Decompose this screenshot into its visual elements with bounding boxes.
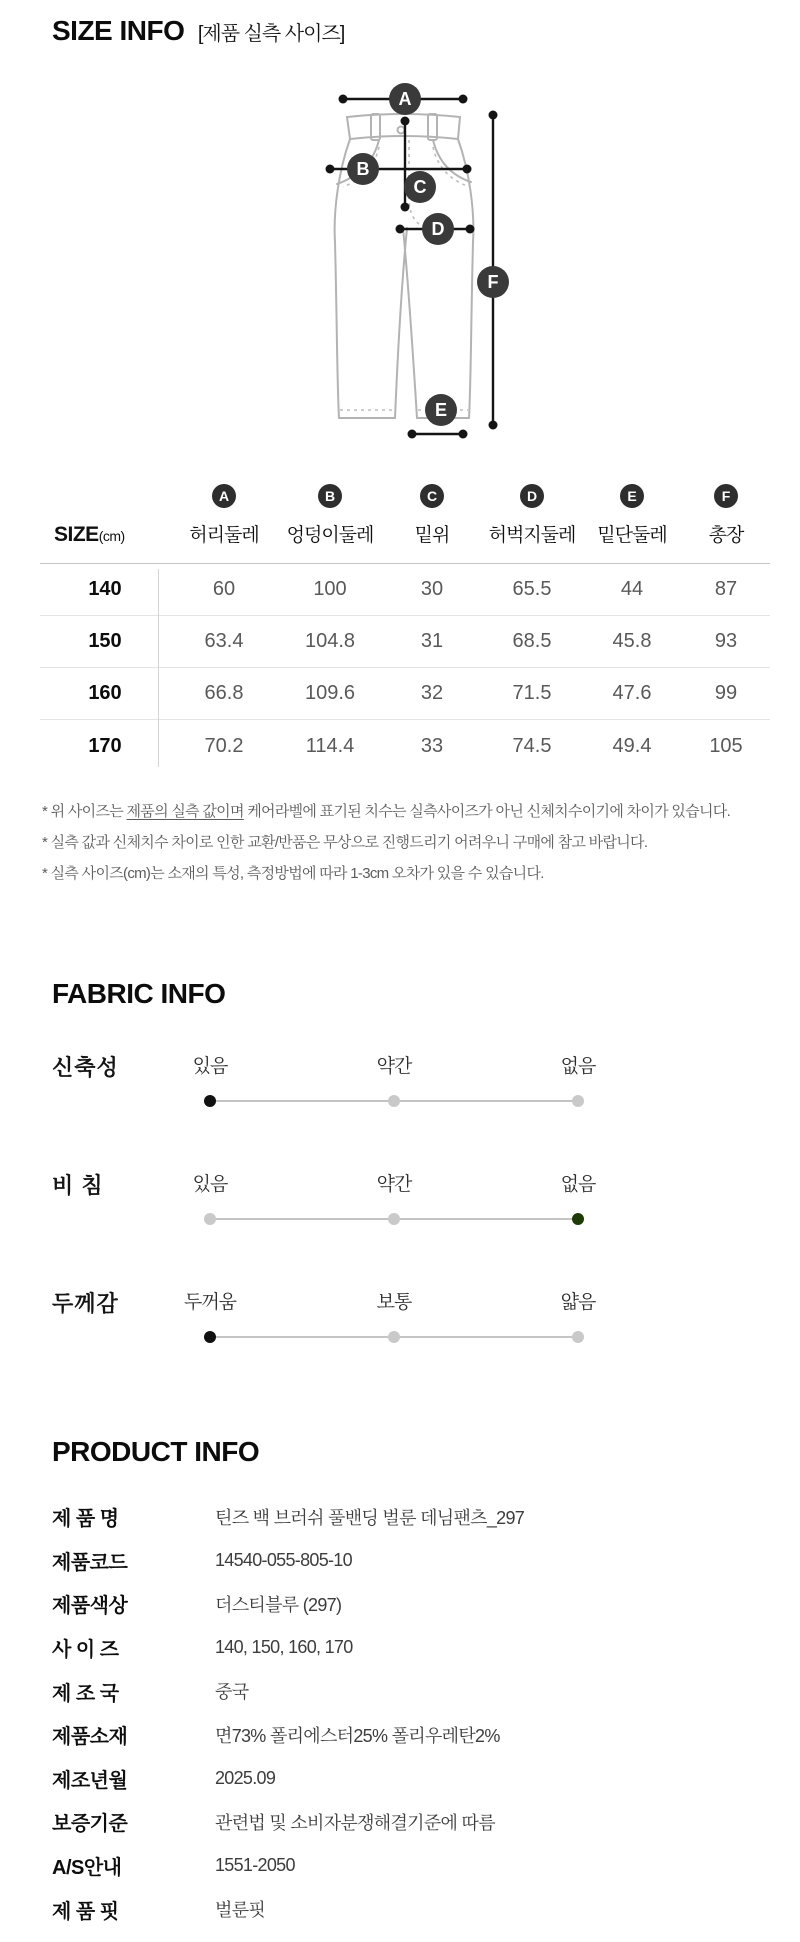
fabric-row-label: 두께감 [52, 1291, 119, 1316]
size-note-1: * 위 사이즈는 제품의 실측 값이며 케어라벨에 표기된 치수는 실측사이즈가 아닌 신체치수이기에 차이가 있습니다. [42, 803, 731, 820]
size-column-header: SIZE(cm) [54, 523, 125, 546]
scale-option: 얇음 [560, 1292, 596, 1313]
product-row-size: 사 이 즈 140, 150, 160, 170 [52, 1637, 353, 1662]
fabric-row-thickness [52, 1287, 800, 1365]
product-row-code: 제품코드 14540-055-805-10 [52, 1549, 352, 1574]
product-row-country: 제 조 국 중국 [52, 1682, 249, 1705]
size-info-section [0, 0, 800, 889]
scale-dot [388, 1331, 400, 1343]
fabric-info-section [0, 977, 800, 1365]
table-row: 150 63.4 104.8 31 68.5 45.8 93 [40, 616, 770, 668]
product-info-section [0, 1435, 800, 1931]
table-row: 170 70.2 114.4 33 74.5 49.4 105 [88, 734, 743, 757]
column-header-rise: C 밑위 [382, 484, 482, 547]
scale-option: 약간 [376, 1174, 412, 1195]
column-badge-f: F [714, 484, 738, 508]
table-row: 160 66.8 109.6 32 71.5 47.6 99 [40, 668, 770, 720]
size-table [40, 484, 770, 772]
scale-dot [388, 1095, 400, 1107]
fabric-scale [192, 1169, 596, 1247]
size-table-body [40, 563, 770, 772]
column-header-length: F 총장 [682, 484, 770, 547]
size-info-header [0, 0, 800, 48]
size-note-1-underline: 제품의 실측 값이며 [126, 803, 244, 820]
badge-a-letter: A [398, 89, 412, 109]
product-info-header [0, 1435, 800, 1469]
column-header-hem: E 밑단둘레 [582, 484, 682, 547]
product-row-warranty: 보증기준 관련법 및 소비자분쟁해결기준에 따름 [52, 1812, 495, 1836]
table-row: 140 60 100 30 65.5 44 87 [40, 564, 770, 616]
scale-option: 약간 [376, 1056, 412, 1077]
product-info-title: PRODUCT INFO [52, 1436, 260, 1467]
scale-option: 없음 [560, 1174, 596, 1195]
fabric-row-label: 신축성 [52, 1055, 119, 1080]
scale-dot-active [204, 1331, 216, 1343]
fabric-row-label: 비 침 [52, 1173, 104, 1198]
size-info-subtitle: [제품 실측 사이즈] [197, 23, 345, 45]
column-badge-e: E [620, 484, 644, 508]
product-row-color: 제품색상 더스티블루 (297) [52, 1594, 342, 1618]
scale-dot [572, 1331, 584, 1343]
size-notes [42, 796, 787, 889]
badge-e-letter: E [434, 400, 448, 420]
fabric-info-title: FABRIC INFO [52, 978, 226, 1009]
product-row-material: 제품소재 면73% 폴리에스터25% 폴리우레탄2% [52, 1725, 500, 1749]
column-badge-b: B [318, 484, 342, 508]
fabric-info-header [0, 977, 800, 1011]
size-info-title: SIZE INFO [52, 15, 185, 46]
scale-option: 보통 [376, 1292, 412, 1313]
size-unit: (cm) [98, 528, 125, 544]
fabric-scale [183, 1287, 596, 1365]
scale-option: 두꺼움 [183, 1292, 237, 1313]
product-row-as: A/S안내 1551-2050 [52, 1855, 295, 1880]
product-rows [0, 1495, 800, 1931]
product-row-date: 제조년월 2025.09 [52, 1767, 276, 1792]
fabric-row-sheerness [52, 1169, 800, 1247]
column-header-waist: A 허리둘레 [170, 484, 278, 547]
scale-dot-active [572, 1213, 584, 1225]
badge-b-letter: B [356, 159, 370, 179]
scale-option: 있음 [192, 1056, 228, 1077]
column-header-hip: B 엉덩이둘레 [278, 484, 382, 547]
scale-option: 있음 [192, 1174, 228, 1195]
fabric-rows [0, 1051, 800, 1365]
scale-dot [572, 1095, 584, 1107]
fabric-scale [192, 1051, 596, 1129]
column-badge-d: D [520, 484, 544, 508]
badge-f-letter: F [487, 272, 499, 292]
column-header-thigh: D 허벅지둘레 [482, 484, 582, 547]
size-table-divider [158, 569, 159, 767]
fabric-row-stretch [52, 1051, 800, 1129]
scale-dot-active [204, 1095, 216, 1107]
product-row-fit: 제 품 핏 벌룬핏 [52, 1900, 266, 1923]
column-badge-a: A [212, 484, 236, 508]
size-note-2: * 실측 값과 신체치수 차이로 인한 교환/반품은 무상으로 진행드리기 어려우니 구매에 참고 바랍니다. [42, 834, 648, 851]
scale-dot [204, 1213, 216, 1225]
product-row-name: 제 품 명 틴즈 백 브러쉬 풀밴딩 벌룬 데님팬츠_297 [52, 1507, 525, 1531]
pants-measurement-diagram [295, 70, 525, 448]
pants-diagram-svg [295, 70, 525, 448]
column-badge-c: C [420, 484, 444, 508]
size-table-header [40, 484, 770, 563]
scale-dot [388, 1213, 400, 1225]
scale-option: 없음 [560, 1056, 596, 1077]
badge-c-letter: C [413, 177, 427, 197]
size-note-3: * 실측 사이즈(cm)는 소재의 특성, 측정방법에 따라 1-3cm 오차가 있을 수 있습니다. [42, 865, 544, 882]
badge-d-letter: D [431, 219, 445, 239]
